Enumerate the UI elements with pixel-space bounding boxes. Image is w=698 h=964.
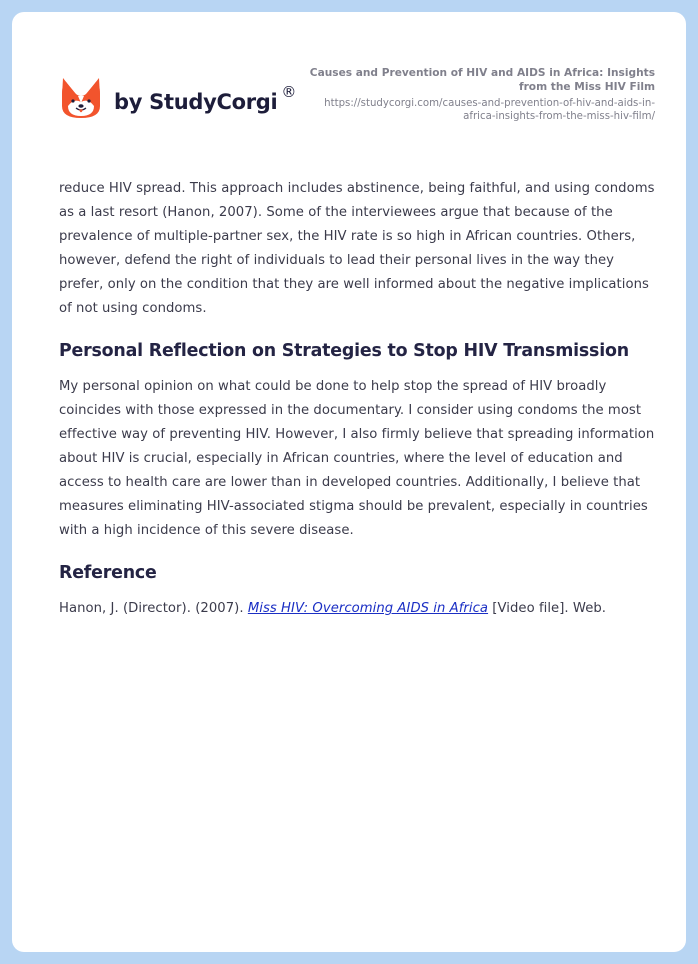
document-header — [12, 12, 686, 152]
corgi-icon — [60, 76, 102, 120]
registered-mark: ® — [281, 83, 297, 101]
section-heading-personal-reflection: Personal Reflection on Strategies to Stop HIV Transmission — [59, 341, 629, 361]
reference-entry — [59, 597, 657, 621]
document-meta — [295, 66, 655, 123]
reference-title-link[interactable]: Miss HIV: Overcoming AIDS in Africa — [247, 601, 489, 616]
intro-paragraph: reduce HIV spread. This approach includes abstinence, being faithful, and using condoms as a last resort (Hanon, 2007). Some of the interviewees argue that because of the prevalence of multiple-partner sex, the HIV rate is so high in African countries. Others, however, defend the right of individuals to lead their personal lives in the way they prefer, only on the condition that they are well informed about the negative implications of not using condoms. — [59, 181, 655, 316]
article-body — [59, 177, 657, 621]
personal-reflection-paragraph: My personal opinion on what could be done to help stop the spread of HIV broadly coincides with those expressed in the documentary. I consider using condoms the most effective way of preventing HIV. However, I also firmly believe that spreading information about HIV is crucial, especially in African countries, where the level of education and access to health care are lower than in developed countries. Additionally, I believe that measures eliminating HIV-associated stigma should be prevalent, especially in countries with a high incidence of this severe disease. — [59, 379, 655, 538]
document-card — [12, 12, 686, 952]
studycorgi-logo[interactable] — [60, 76, 296, 120]
section-heading-reference: Reference — [59, 563, 157, 583]
document-url[interactable]: https://studycorgi.com/causes-and-prevention-of-hiv-and-aids-in-africa-insights-from-the-miss-hiv-film/ — [324, 98, 655, 122]
document-title: Causes and Prevention of HIV and AIDS in Africa: Insights from the Miss HIV Film — [309, 67, 655, 93]
reference-suffix: [Video file]. Web. — [488, 601, 607, 616]
brand-name: by StudyCorgi — [114, 90, 278, 114]
reference-prefix: Hanon, J. (Director). (2007). — [59, 601, 248, 616]
